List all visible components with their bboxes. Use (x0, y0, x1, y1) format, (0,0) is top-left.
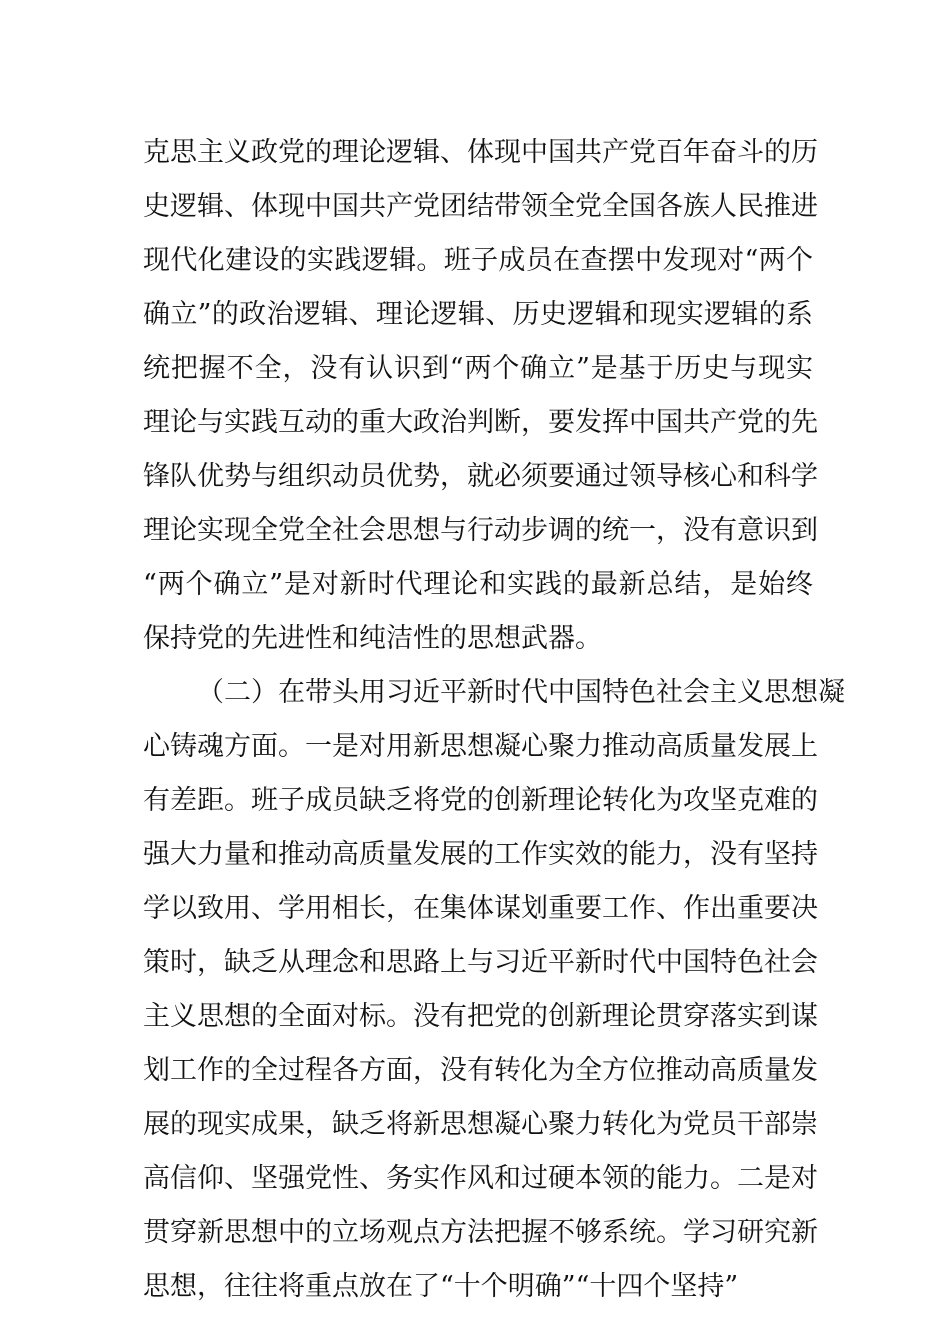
text-line-4: 确立”的政治逻辑、理论逻辑、历史逻辑和现实逻辑的系 (143, 299, 813, 330)
text-line-10: 保持党的先进性和纯洁性的思想武器。 (143, 623, 602, 654)
text-line-2: 史逻辑、体现中国共产党团结带领全党全国各族人民推进 (143, 191, 818, 222)
text-line-18: 划工作的全过程各方面，没有转化为全方位推动高质量发 (143, 1055, 818, 1086)
text-line-1: 克思主义政党的理论逻辑、体现中国共产党百年奋斗的历 (143, 137, 818, 168)
text-line-21: 贯穿新思想中的立场观点方法把握不够系统。学习研究新 (143, 1217, 818, 1248)
text-line-11-section-heading: （二）在带头用习近平新时代中国特色社会主义思想凝 (197, 677, 845, 708)
text-line-13: 有差距。班子成员缺乏将党的创新理论转化为攻坚克难的 (143, 785, 818, 816)
text-line-7: 锋队优势与组织动员优势，就必须要通过领导核心和科学 (143, 461, 818, 492)
text-line-20: 高信仰、坚强党性、务实作风和过硬本领的能力。二是对 (143, 1163, 818, 1194)
text-line-14: 强大力量和推动高质量发展的工作实效的能力，没有坚持 (143, 839, 818, 870)
body-text (143, 126, 845, 1314)
text-line-9: “两个确立”是对新时代理论和实践的最新总结，是始终 (143, 569, 813, 600)
text-line-12: 心铸魂方面。一是对用新思想凝心聚力推动高质量发展上 (143, 731, 818, 762)
text-line-17: 主义思想的全面对标。没有把党的创新理论贯穿落实到谋 (143, 1001, 818, 1032)
text-line-5: 统把握不全，没有认识到“两个确立”是基于历史与现实 (143, 353, 813, 384)
text-line-15: 学以致用、学用相长，在集体谋划重要工作、作出重要决 (143, 893, 818, 924)
text-line-3: 现代化建设的实践逻辑。班子成员在查摆中发现对“两个 (143, 245, 813, 276)
text-line-16: 策时，缺乏从理念和思路上与习近平新时代中国特色社会 (143, 947, 818, 978)
text-line-6: 理论与实践互动的重大政治判断，要发挥中国共产党的先 (143, 407, 818, 438)
text-line-19: 展的现实成果，缺乏将新思想凝心聚力转化为党员干部崇 (143, 1109, 818, 1140)
text-line-22: 思想，往往将重点放在了“十个明确”“十四个坚持” (143, 1271, 739, 1302)
text-line-8: 理论实现全党全社会思想与行动步调的统一，没有意识到 (143, 515, 818, 546)
